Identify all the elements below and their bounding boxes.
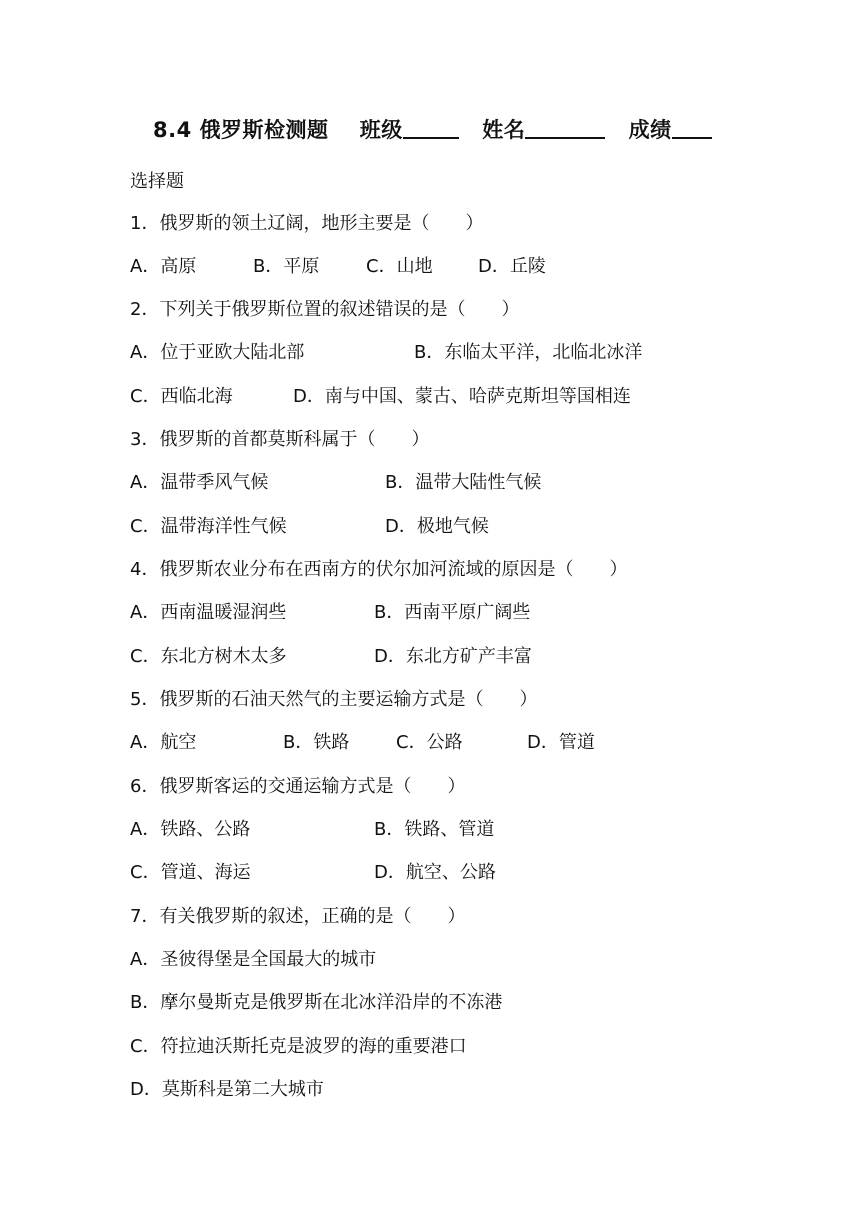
question-4-option-d[interactable]: D．东北方矿产丰富 bbox=[374, 646, 532, 667]
question-6-stem: 6．俄罗斯客运的交通运输方式是（ ） bbox=[130, 776, 466, 797]
question-6-option-d[interactable]: D．航空、公路 bbox=[374, 862, 496, 883]
question-1-option-b[interactable]: B．平原 bbox=[253, 256, 320, 277]
question-2-option-d[interactable]: D．南与中国、蒙古、哈萨克斯坦等国相连 bbox=[293, 386, 631, 407]
question-2-stem: 2．下列关于俄罗斯位置的叙述错误的是（ ） bbox=[130, 299, 520, 320]
score-label: 成绩 bbox=[628, 118, 672, 142]
question-6-option-a[interactable]: A．铁路、公路 bbox=[130, 819, 251, 840]
question-5-stem: 5．俄罗斯的石油天然气的主要运输方式是（ ） bbox=[130, 689, 538, 710]
class-label: 班级 bbox=[359, 118, 403, 142]
question-4-option-a[interactable]: A．西南温暖湿润些 bbox=[130, 602, 287, 623]
question-4-stem: 4．俄罗斯农业分布在西南方的伏尔加河流域的原因是（ ） bbox=[130, 559, 628, 580]
question-6-option-c[interactable]: C．管道、海运 bbox=[130, 862, 251, 883]
question-4-option-b[interactable]: B．西南平原广阔些 bbox=[374, 602, 531, 623]
name-blank[interactable] bbox=[525, 117, 605, 139]
question-3-stem: 3．俄罗斯的首都莫斯科属于（ ） bbox=[130, 429, 430, 450]
question-3-option-b[interactable]: B．温带大陆性气候 bbox=[385, 472, 542, 493]
score-blank[interactable] bbox=[672, 117, 712, 139]
question-5-option-c[interactable]: C．公路 bbox=[396, 732, 463, 753]
question-2-option-a[interactable]: A．位于亚欧大陆北部 bbox=[130, 342, 305, 363]
question-5-option-d[interactable]: D．管道 bbox=[527, 732, 595, 753]
section-label: 选择题 bbox=[130, 171, 184, 192]
question-7-option-a[interactable]: A．圣彼得堡是全国最大的城市 bbox=[130, 949, 377, 970]
question-2-option-b[interactable]: B．东临太平洋，北临北冰洋 bbox=[414, 342, 643, 363]
question-7-stem: 7．有关俄罗斯的叙述，正确的是（ ） bbox=[130, 906, 466, 927]
page-title bbox=[153, 114, 712, 144]
question-1-option-d[interactable]: D．丘陵 bbox=[478, 256, 546, 277]
question-3-option-a[interactable]: A．温带季风气候 bbox=[130, 472, 269, 493]
question-7-option-d[interactable]: D．莫斯科是第二大城市 bbox=[130, 1079, 324, 1100]
question-5-option-b[interactable]: B．铁路 bbox=[283, 732, 350, 753]
title-text: 8.4 俄罗斯检测题 bbox=[153, 118, 329, 142]
question-6-option-b[interactable]: B．铁路、管道 bbox=[374, 819, 495, 840]
question-7-option-b[interactable]: B．摩尔曼斯克是俄罗斯在北冰洋沿岸的不冻港 bbox=[130, 992, 503, 1013]
question-3-option-c[interactable]: C．温带海洋性气候 bbox=[130, 516, 287, 537]
question-3-option-d[interactable]: D．极地气候 bbox=[385, 516, 489, 537]
question-5-option-a[interactable]: A．航空 bbox=[130, 732, 197, 753]
question-4-option-c[interactable]: C．东北方树木太多 bbox=[130, 646, 287, 667]
question-1-option-a[interactable]: A．高原 bbox=[130, 256, 197, 277]
name-label: 姓名 bbox=[482, 118, 526, 142]
question-7-option-c[interactable]: C．符拉迪沃斯托克是波罗的海的重要港口 bbox=[130, 1036, 467, 1057]
class-blank[interactable] bbox=[403, 117, 459, 139]
question-2-option-c[interactable]: C．西临北海 bbox=[130, 386, 233, 407]
question-1-option-c[interactable]: C．山地 bbox=[366, 256, 433, 277]
question-1-stem: 1．俄罗斯的领土辽阔，地形主要是（ ） bbox=[130, 213, 484, 234]
